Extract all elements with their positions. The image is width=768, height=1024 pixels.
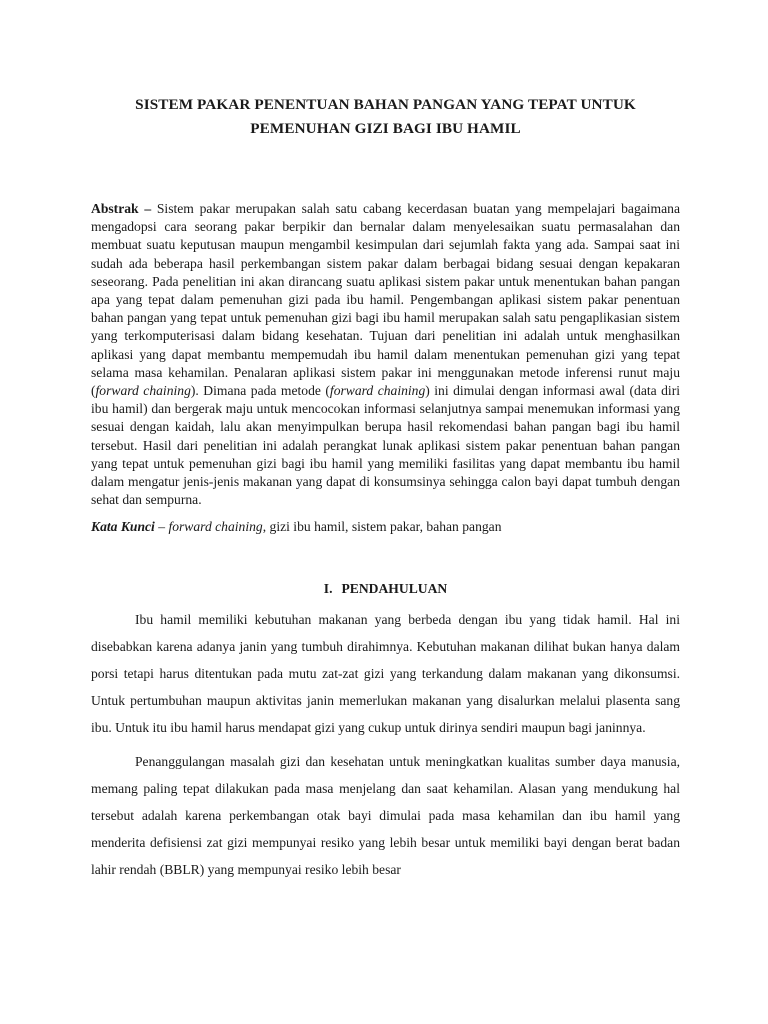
paper-title (91, 93, 680, 141)
abstract-text-2: ). Dimana pada metode ( (190, 383, 330, 399)
paper-title-line-1: SISTEM PAKAR PENENTUAN BAHAN PANGAN YANG TEPAT UNTUK (135, 96, 636, 113)
keywords-rest: , gizi ibu hamil, sistem pakar, bahan pangan (262, 519, 502, 535)
abstract-text-1: Sistem pakar merupakan salah satu cabang kecerdasan buatan yang mempelajari bagaimana mengadopsi cara seorang pakar berpikir dan bernalar dalam menyelesaikan suatu permasalahan dan membuat suatu keputusan maupun mengambil kesimpulan dari sejumlah fakta yang ada. Sampai saat ini sudah ada beberapa hasil perkembangan sistem pakar dalam berbagai bidang sesuai dengan kepakaran seseorang. Pada penelitian ini akan dirancang suatu aplikasi sistem pakar untuk menentukan bahan pangan apa yang tepat dalam pemenuhan gizi pada ibu hamil. Pengembangan aplikasi sistem pakar penentuan bahan pangan yang tepat untuk pemenuhan gizi bagi ibu hamil merupakan salah satu pengaplikasian sistem yang terkomputerisasi dalam bidang kesehatan. Tujuan dari penelitian ini adalah untuk menghasilkan aplikasi yang dapat membantu mempemudah ibu hamil dalam menentukan pemenuhan gizi yang tepat selama masa kehamilan. Penalaran aplikasi sistem pakar ini menggunakan metode inferensi runut maju ( (91, 201, 680, 399)
section-heading (91, 580, 680, 598)
abstract (91, 200, 680, 509)
abstract-label: Abstrak – (91, 201, 152, 216)
paper-title-line-2: PEMENUHAN GIZI BAGI IBU HAMIL (250, 120, 521, 137)
abstract-italic-2: forward chaining (329, 383, 426, 399)
abstract-italic-1: forward chaining (95, 383, 191, 399)
keywords-label: Kata Kunci (91, 519, 155, 535)
body-paragraph: Penanggulangan masalah gizi dan kesehatan untuk meningkatkan kualitas sumber daya manusia, memang paling tepat dilakukan pada masa menjelang dan saat kehamilan. Alasan yang mendukung hal tersebut adalah karena perkembangan otak bayi dimulai pada masa kehamilan dan ibu hamil yang menderita defisiensi zat gizi mempunyai resiko yang lebih besar untuk memiliki bayi dengan berat badan lahir rendah (BBLR) yang mempunyai resiko lebih besar (91, 753, 680, 878)
keywords-dash: – (154, 519, 169, 535)
abstract-text-3: ) ini dimulai dengan informasi awal (data diri ibu hamil) dan bergerak maju untuk mencocokan informasi selanjutnya sampai menemukan informasi yang sesuai dengan kaidah, lalu akan menyimpulkan berupa hasil rekomendasi bahan pangan bagi ibu hamil tersebut. Hasil dari penelitian ini adalah perangkat lunak aplikasi sistem pakar penentuan bahan pangan yang tepat untuk pemenuhan gizi bagi ibu hamil yang memiliki fasilitas yang dapat membantu ibu hamil dalam mengatur jenis-jenis makanan yang dapat di konsumsinya sehingga calon bayi dapat tumbuh dengan sehat dan sempurna. (91, 383, 681, 508)
keywords-italic: forward chaining (168, 519, 263, 535)
body-paragraph: Ibu hamil memiliki kebutuhan makanan yang berbeda dengan ibu yang tidak hamil. Hal ini disebabkan karena adanya janin yang tumbuh dirahimnya. Kebutuhan makanan dilihat bukan hanya dalam porsi tetapi harus ditentukan pada mutu zat-zat gizi yang terkandung dalam makanan yang dikonsumsi. Untuk pertumbuhan maupun aktivitas janin memerlukan makanan yang disalurkan melalui plasenta sang ibu. Untuk itu ibu hamil harus mendapat gizi yang cukup untuk dirinya sendiri maupun bagi janinnya. (91, 611, 680, 736)
section-title: PENDAHULUAN (341, 580, 448, 596)
keywords (91, 518, 680, 536)
section-number: I. (323, 580, 333, 596)
